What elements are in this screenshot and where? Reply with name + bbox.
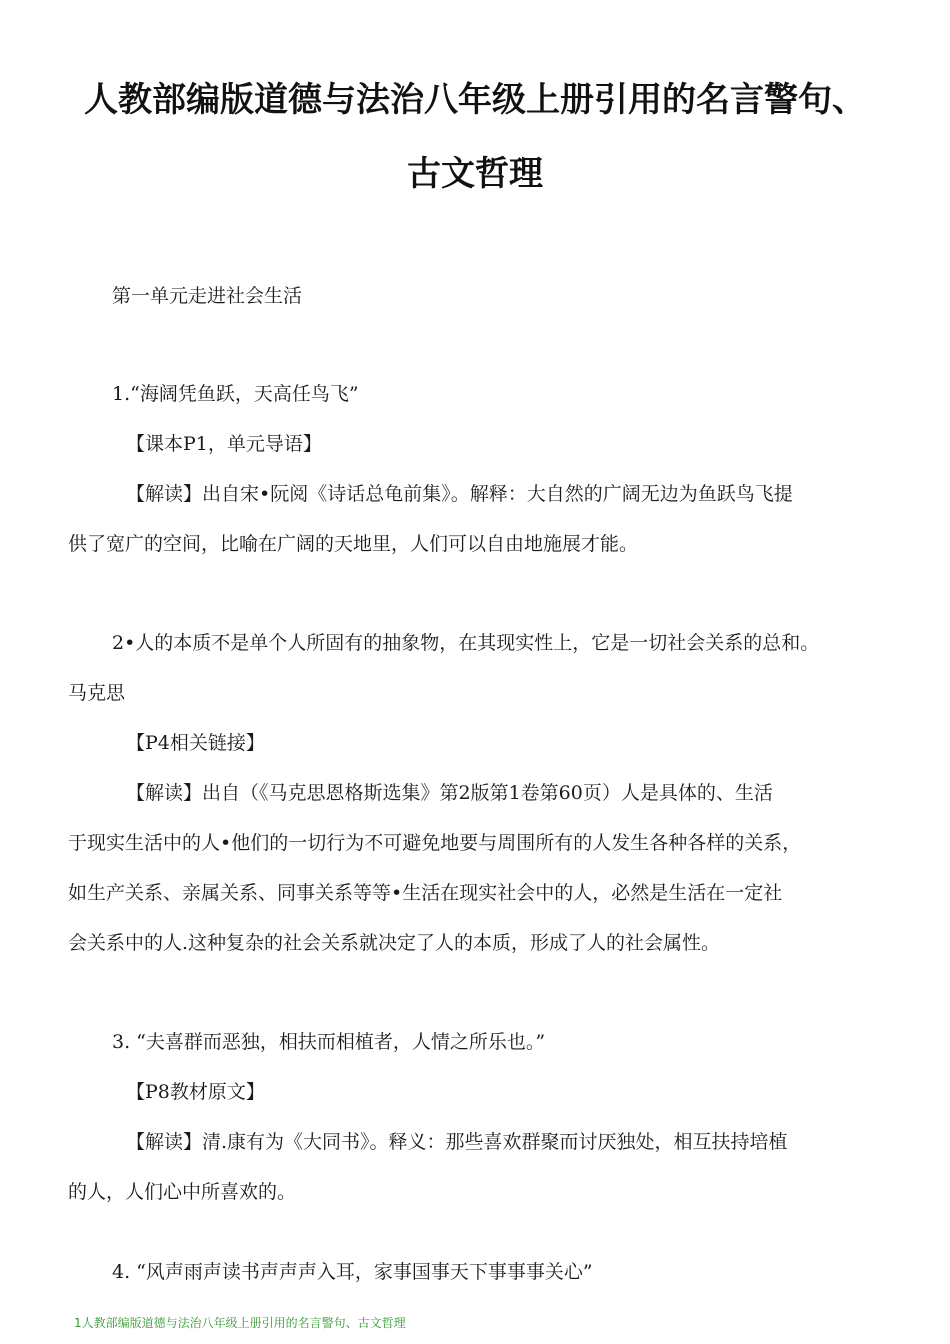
item-4-quote: 4. “风声雨声读书声声声入耳，家事国事天下事事事关心” [112,1261,593,1283]
item-2-explanation-line-4: 会关系中的人.这种复杂的社会关系就决定了人的本质，形成了人的社会属性。 [68,932,721,954]
page-footer: 1人教部编版道德与法治八年级上册引用的名言警句、古文哲理 [74,1316,406,1330]
item-1-explanation-line-2: 供了宽广的空间，比喻在广阔的天地里，人们可以自由地施展才能。 [68,533,639,555]
item-2-quote-line-2: 马克思 [68,682,126,704]
item-1-source: 【课本P1，单元导语】 [126,433,322,455]
item-2-explanation-line-1: 【解读】出自（《马克思恩格斯选集》第2版第1卷第60页）人是具体的、生活 [126,782,773,804]
item-2-explanation-line-2: 于现实生活中的人•他们的一切行为不可避免地要与周围所有的人发生各种各样的关系， [68,832,802,854]
item-1-quote: 1.“海阔凭鱼跃，天高任鸟飞” [112,383,359,405]
item-2-source: 【P4相关链接】 [126,732,265,754]
item-3-explanation-line-2: 的人，人们心中所喜欢的。 [68,1181,297,1203]
item-2-quote-line-1: 2•人的本质不是单个人所固有的抽象物，在其现实性上，它是一切社会关系的总和。 [112,632,820,654]
item-2-explanation-line-3: 如生产关系、亲属关系、同事关系等等•生活在现实社会中的人，必然是生活在一定社 [68,882,783,904]
page-title-line-1: 人教部编版道德与法治八年级上册引用的名言警句、 [84,80,866,120]
item-3-explanation-line-1: 【解读】清.康有为《大同书》。释义：那些喜欢群聚而讨厌独处，相互扶持培植 [126,1131,788,1153]
item-3-quote: 3. “夫喜群而恶独，相扶而相植者，人情之所乐也。” [112,1031,546,1053]
unit-heading: 第一单元走进社会生活 [112,285,303,307]
item-3-source: 【P8教材原文】 [126,1081,265,1103]
item-1-explanation-line-1: 【解读】出自宋•阮阅《诗话总龟前集》。解释：大自然的广阔无边为鱼跃鸟飞提 [126,483,793,505]
page-title-line-2: 古文哲理 [407,154,543,194]
